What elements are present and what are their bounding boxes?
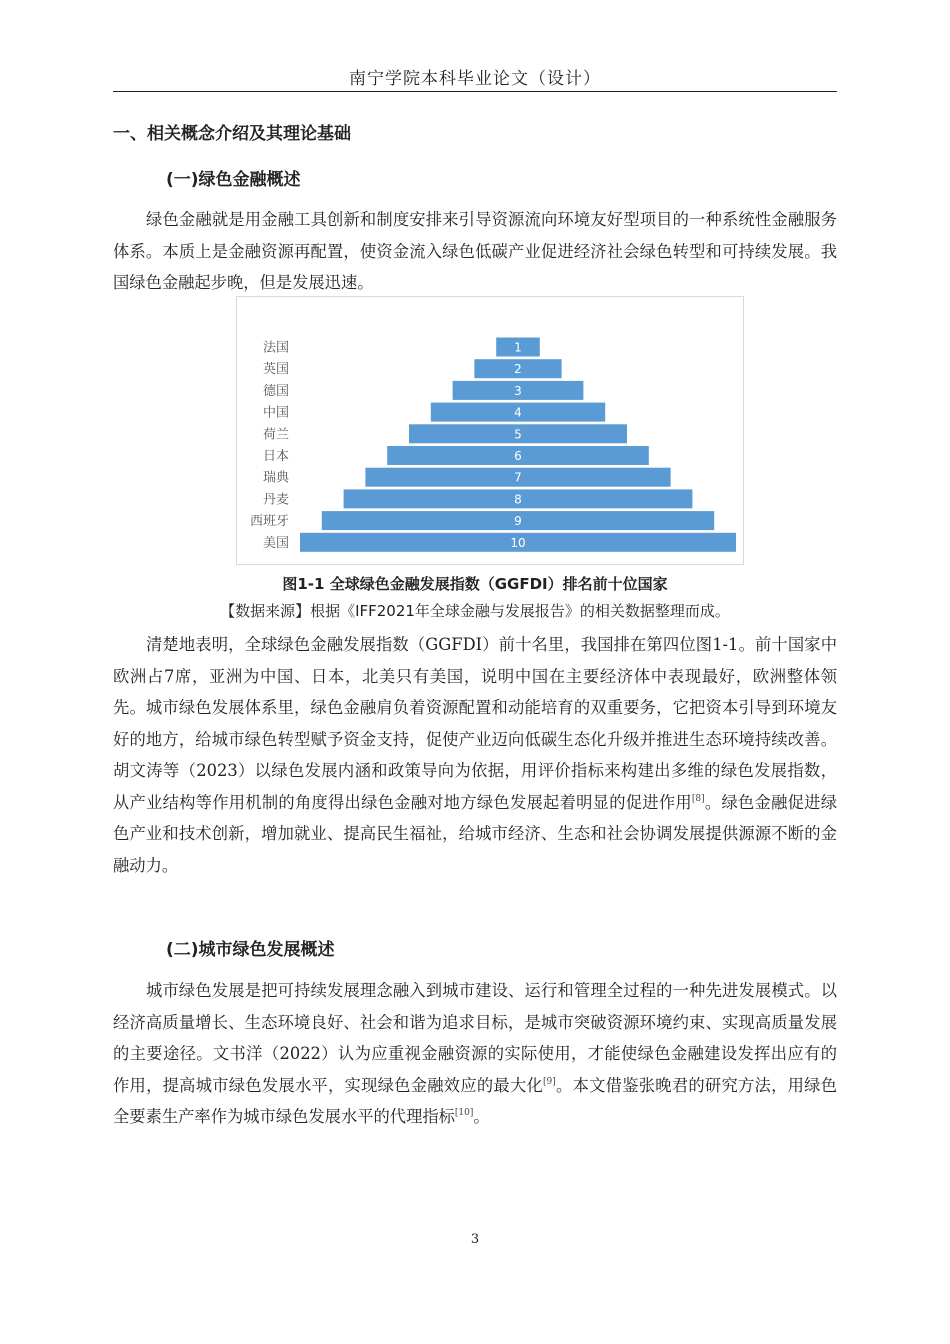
header-divider <box>113 91 837 92</box>
paragraph-text: 城市绿色发展是把可持续发展理念融入到城市建设、运行和管理全过程的一种先进发展模式。以经济高质量增长、生态环境良好、社会和谐为追求目标，是城市突破资源环境约束、实现高质量发展的主要途径。文书洋（2022）认为应重视金融资源的实际使用，才能使绿色金融建设发挥出应有的作用，提高城市绿色发展水平，实现绿色金融效应的最大化 <box>113 981 837 1095</box>
data-label-5: 5 <box>514 427 522 442</box>
citation-ref-8: [8] <box>691 793 705 804</box>
category-label-6: 日本 <box>262 449 289 464</box>
data-label-2: 2 <box>514 362 522 377</box>
category-label-5: 荷兰 <box>262 427 289 443</box>
data-label-10: 10 <box>510 535 526 550</box>
category-label-7: 瑞典 <box>262 470 289 486</box>
category-label-1: 法国 <box>262 340 289 356</box>
chart-svg <box>237 297 743 564</box>
category-label-2: 英国 <box>262 362 289 378</box>
paragraph-text-end: 。 <box>473 1107 490 1126</box>
category-label-8: 丹麦 <box>262 492 289 508</box>
data-label-1: 1 <box>514 340 522 355</box>
section-heading-1: 一、相关概念介绍及其理论基础 <box>113 124 351 144</box>
paragraph-text: 清楚地表明，全球绿色金融发展指数（GGFDI）前十名里，我国排在第四位图1-1。前十国家中欧洲占7席，亚洲为中国、日本，北美只有美国，说明中国在主要经济体中表现最好，欧洲整体领先。城市绿色发展体系里，绿色金融肩负着资源配置和动能培育的双重要务，它把资本引导到环境友好的地方，给城市绿色转型赋予资金支持，促使产业迈向低碳生态化升级并推进生态环境持续改善。胡文涛等（2023）以绿色发展内涵和政策导向为依据，用评价指标来构建出多维的绿色发展指数，从产业结构等作用机制的角度得出绿色金融对地方绿色发展起着明显的促进作用 <box>113 635 837 812</box>
paragraph-ggfdi-analysis <box>113 629 837 881</box>
category-label-10: 美国 <box>262 535 289 551</box>
paragraph-text-middle: 。本文借鉴张晚君的研究方法，用绿色全要素生产率作为城市绿色发展水平的代理指标 <box>113 1075 837 1126</box>
subsection-heading-2: (二)城市绿色发展概述 <box>166 940 335 960</box>
running-header: 南宁学院本科毕业论文（设计） <box>349 69 601 89</box>
paragraph-text-tail: 。绿色金融促进绿色产业和技术创新，增加就业、提高民生福祉，给城市经济、生态和社会协调发展提供源源不断的金融动力。 <box>113 792 837 875</box>
paragraph-green-finance-definition: 绿色金融就是用金融工具创新和制度安排来引导资源流向环境友好型项目的一种系统性金融服务体系。本质上是金融资源再配置，使资金流入绿色低碳产业促进经济社会绿色转型和可持续发展。我国绿色金融起步晚，但是发展迅速。 <box>113 210 837 292</box>
data-label-9: 9 <box>514 514 522 529</box>
subsection-heading-1: (一)绿色金融概述 <box>166 170 301 190</box>
data-label-3: 3 <box>514 383 522 398</box>
paragraph-urban-green-development <box>113 975 837 1133</box>
category-label-4: 中国 <box>262 405 289 421</box>
figure-source-note: 【数据来源】根据《IFF2021年全球金融与发展报告》的相关数据整理而成。 <box>220 602 730 620</box>
category-label-9: 西班牙 <box>249 514 289 530</box>
page-number: 3 <box>470 1232 480 1247</box>
category-label-3: 德国 <box>262 383 289 399</box>
data-label-4: 4 <box>514 405 522 420</box>
data-label-6: 6 <box>514 449 522 463</box>
data-label-8: 8 <box>514 492 522 507</box>
citation-ref-10: [10] <box>454 1108 474 1118</box>
data-label-7: 7 <box>514 470 522 485</box>
citation-ref-9: [9] <box>543 1076 556 1087</box>
ggfdi-ranking-chart <box>236 296 744 565</box>
figure-caption: 图1-1 全球绿色金融发展指数（GGFDI）排名前十位国家 <box>282 575 668 593</box>
